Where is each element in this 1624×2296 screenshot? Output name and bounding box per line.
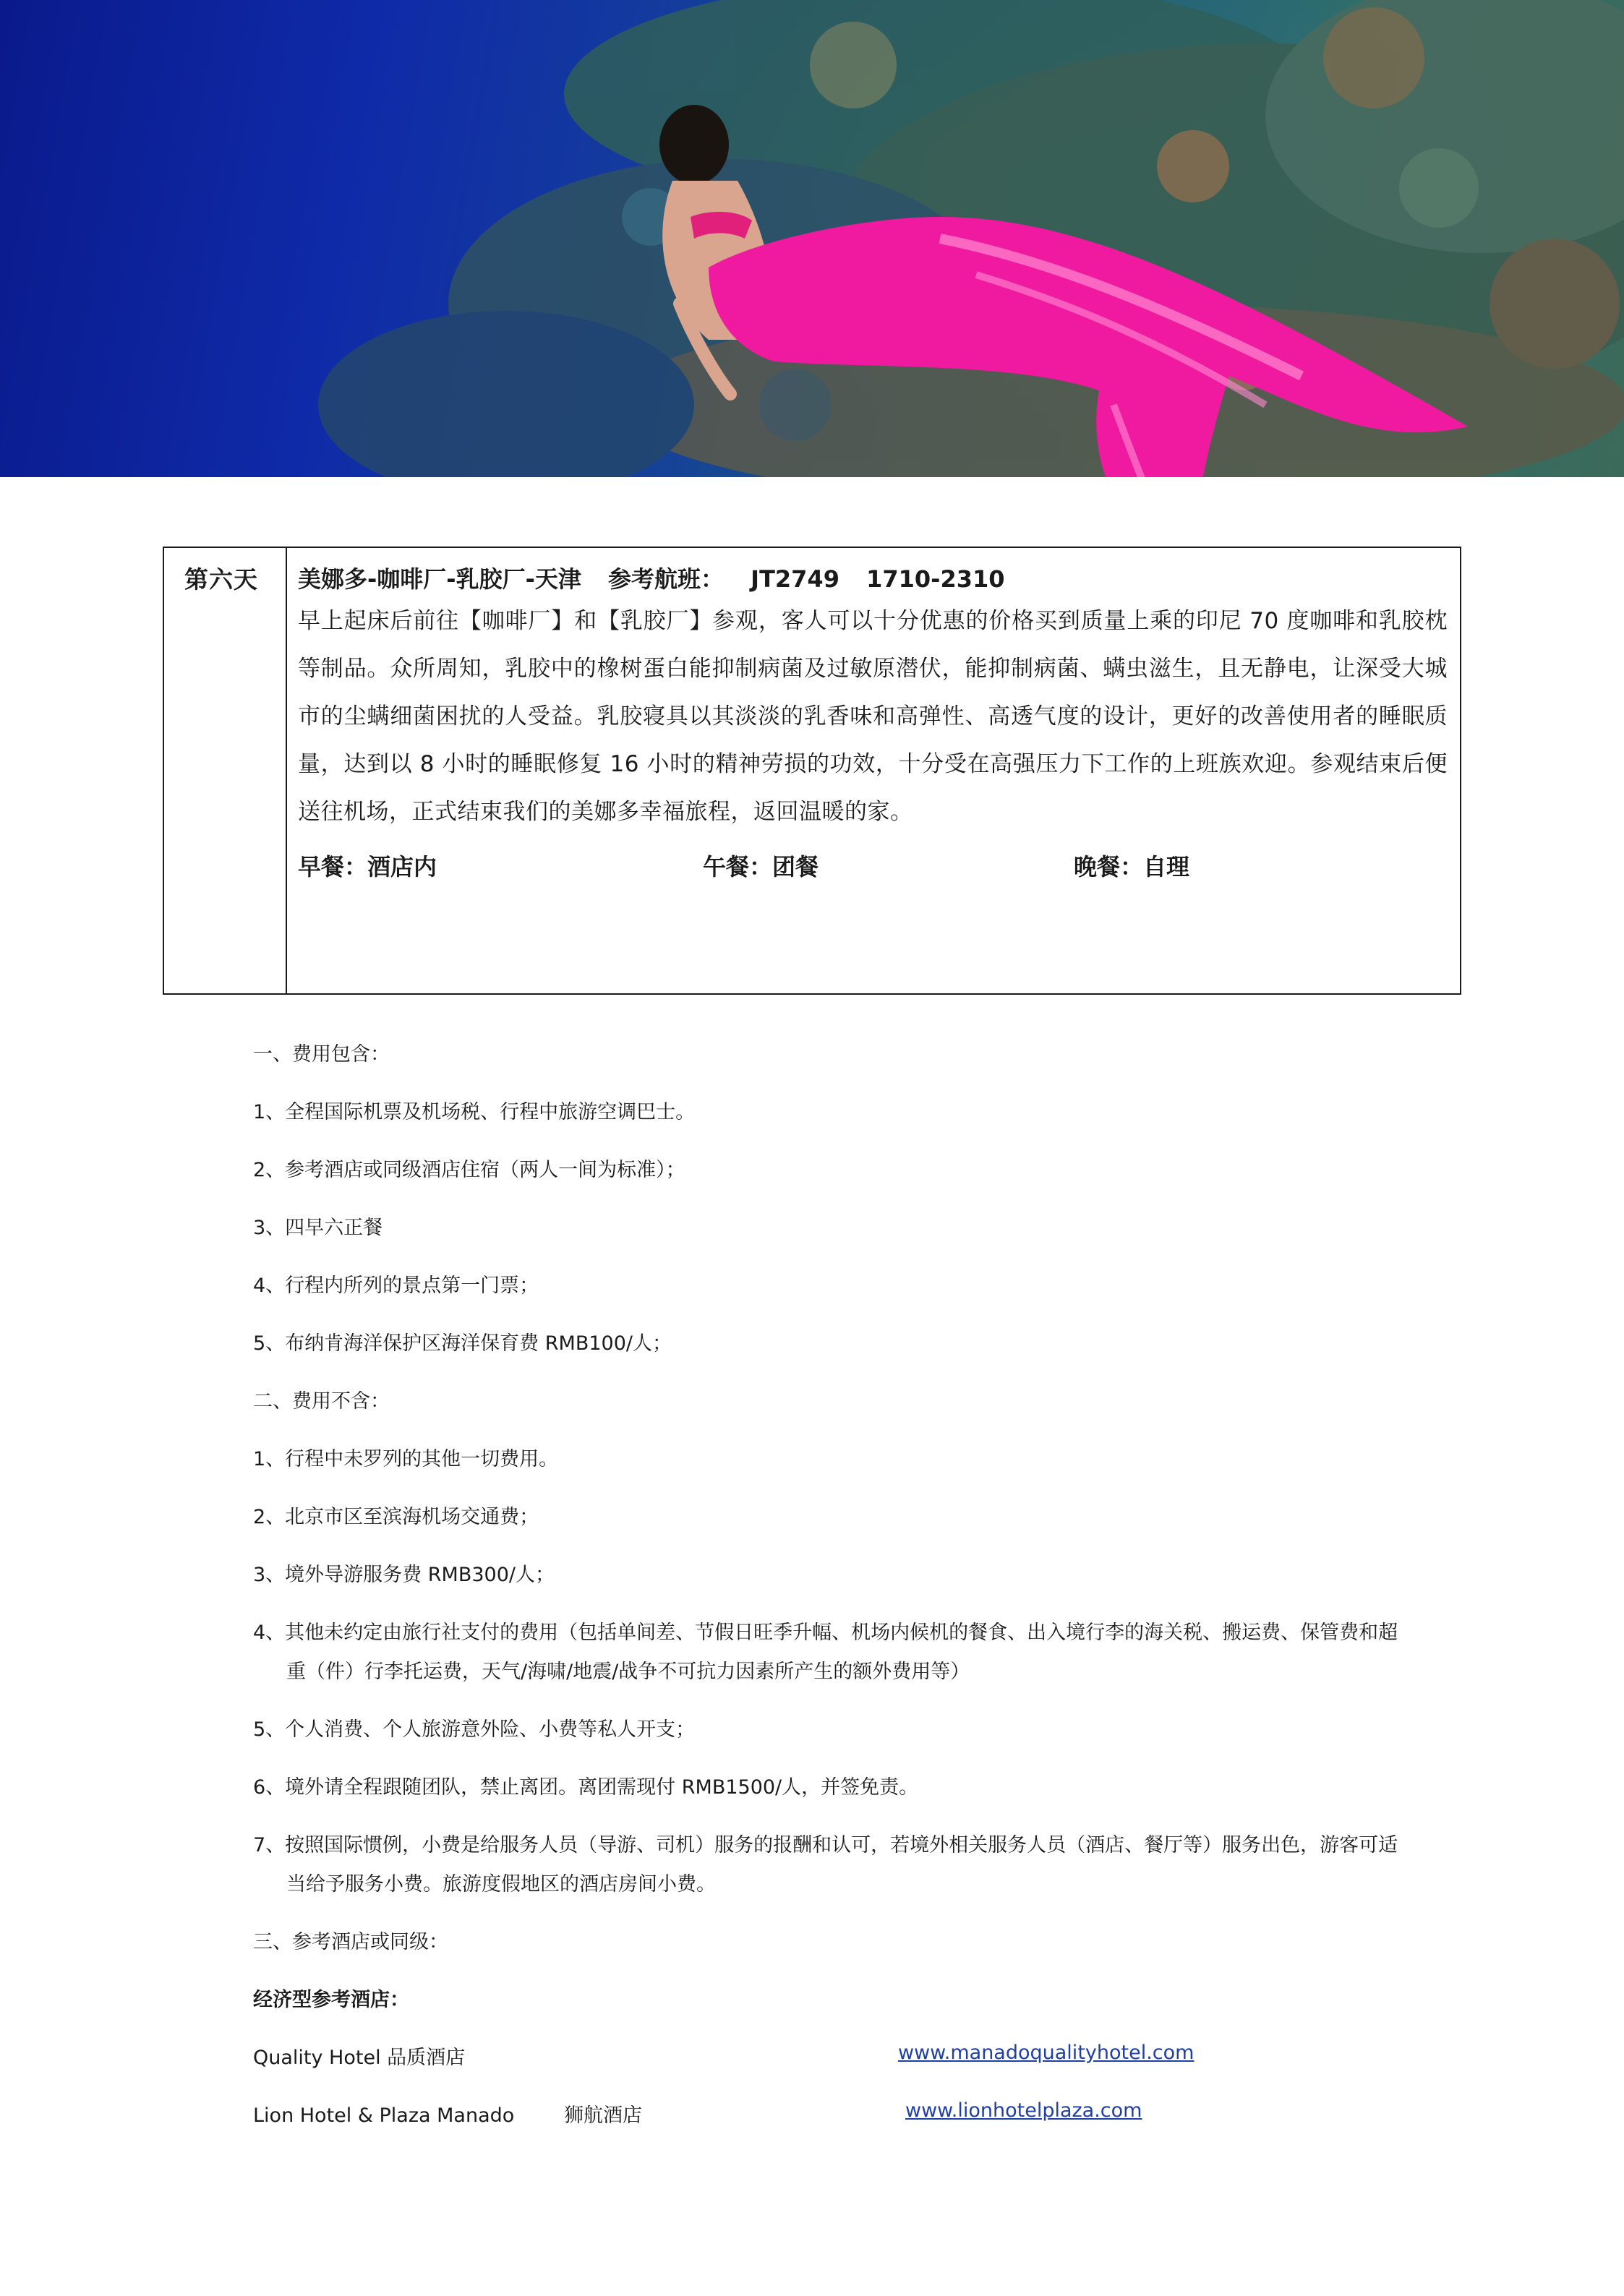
- day-label-cell: [164, 548, 287, 993]
- excluded-item: 1、行程中未罗列的其他一切费用。: [253, 1448, 559, 1470]
- included-heading: 一、费用包含：: [253, 1043, 390, 1066]
- excluded-item-5: 5、个人消费、个人旅游意外险、小费等私人开支；: [253, 1718, 696, 1741]
- excluded-item: 2、北京市区至滨海机场交通费；: [253, 1506, 539, 1528]
- hotels-subheading: 经济型参考酒店：: [253, 1989, 409, 2011]
- flight-number: JT2749: [751, 565, 839, 593]
- hero-image: [0, 0, 1624, 477]
- meals-row: [298, 849, 1448, 881]
- flight-label: 参考航班：: [608, 565, 725, 593]
- excluded-item-6: 6、境外请全程跟随团队，禁止离团。离团需现付 RMB1500/人，并签免责。: [253, 1776, 919, 1799]
- included-item: 1、全程国际机票及机场税、行程中旅游空调巴士。: [253, 1101, 696, 1123]
- included-item: 4、行程内所列的景点第一门票；: [253, 1275, 539, 1297]
- excluded-item-7-cont: [253, 1868, 716, 1896]
- included-item: 5、布纳肯海洋保护区海洋保育费 RMB100/人；: [253, 1332, 672, 1355]
- hotel-name: Lion Hotel & Plaza Manado 狮航酒店: [253, 2104, 642, 2127]
- hotel-link[interactable]: www.lionhotelplaza.com: [905, 2099, 1142, 2122]
- flight-time: 1710-2310: [866, 565, 1005, 593]
- excluded-item: 3、境外导游服务费 RMB300/人；: [253, 1564, 555, 1586]
- excluded-item-7-cont-text: 当给予服务小费。旅游度假地区的酒店房间小费。: [286, 1873, 716, 1896]
- excluded-heading: 二、费用不含：: [253, 1390, 390, 1413]
- excluded-item-4-cont: [253, 1655, 970, 1684]
- meal-dinner: 晚餐：自理: [1074, 853, 1190, 881]
- meal-lunch: 午餐：团餐: [703, 853, 819, 881]
- route-line: [298, 561, 1448, 593]
- day-content: [298, 561, 1448, 881]
- included-item: 3、四早六正餐: [253, 1217, 383, 1239]
- hero-illustration: [0, 0, 1624, 477]
- included-item: 2、参考酒店或同级酒店住宿（两人一间为标准）；: [253, 1159, 685, 1181]
- day-label: 第六天: [184, 565, 258, 594]
- meal-breakfast: 早餐：酒店内: [298, 853, 437, 881]
- hotel-link[interactable]: www.manadoqualityhotel.com: [898, 2042, 1195, 2064]
- hotel-name: Quality Hotel 品质酒店: [253, 2047, 466, 2069]
- excluded-item-4-cont-text: 重（件）行李托运费，天气/海啸/地震/战争不可抗力因素所产生的额外费用等）: [286, 1661, 970, 1683]
- excluded-item-7: 7、按照国际惯例，小费是给服务人员（导游、司机）服务的报酬和认可，若境外相关服务人员（酒店、餐厅等）服务出色，游客可适: [253, 1834, 1398, 1856]
- day-itinerary-table: [163, 547, 1461, 995]
- hotels-heading: 三、参考酒店或同级：: [253, 1931, 448, 1953]
- excluded-item-4: 4、其他未约定由旅行社支付的费用（包括单间差、节假日旺季升幅、机场内候机的餐食、出入境行李的海关税、搬运费、保管费和超: [253, 1622, 1398, 1644]
- day-description: 早上起床后前往【咖啡厂】和【乳胶厂】参观，客人可以十分优惠的价格买到质量上乘的印尼 70 度咖啡和乳胶枕等制品。众所周知，乳胶中的橡树蛋白能抑制病菌及过敏原潜伏，能抑制病菌、螨虫滋生，且无静电，让深受大城市的尘螨细菌困扰的人受益。乳胶寝具以其淡淡的乳香味和高弹性、高透气度的设计，更好的改善使用者的睡眠质量，达到以 8 小时的睡眠修复 16 小时的精神劳损的功效，十分受在高强压力下工作的上班族欢迎。参观结束后便送往机场，正式结束我们的美娜多幸福旅程，返回温暖的家。: [298, 608, 1448, 825]
- route-title: 美娜多-咖啡厂-乳胶厂-天津: [298, 565, 581, 593]
